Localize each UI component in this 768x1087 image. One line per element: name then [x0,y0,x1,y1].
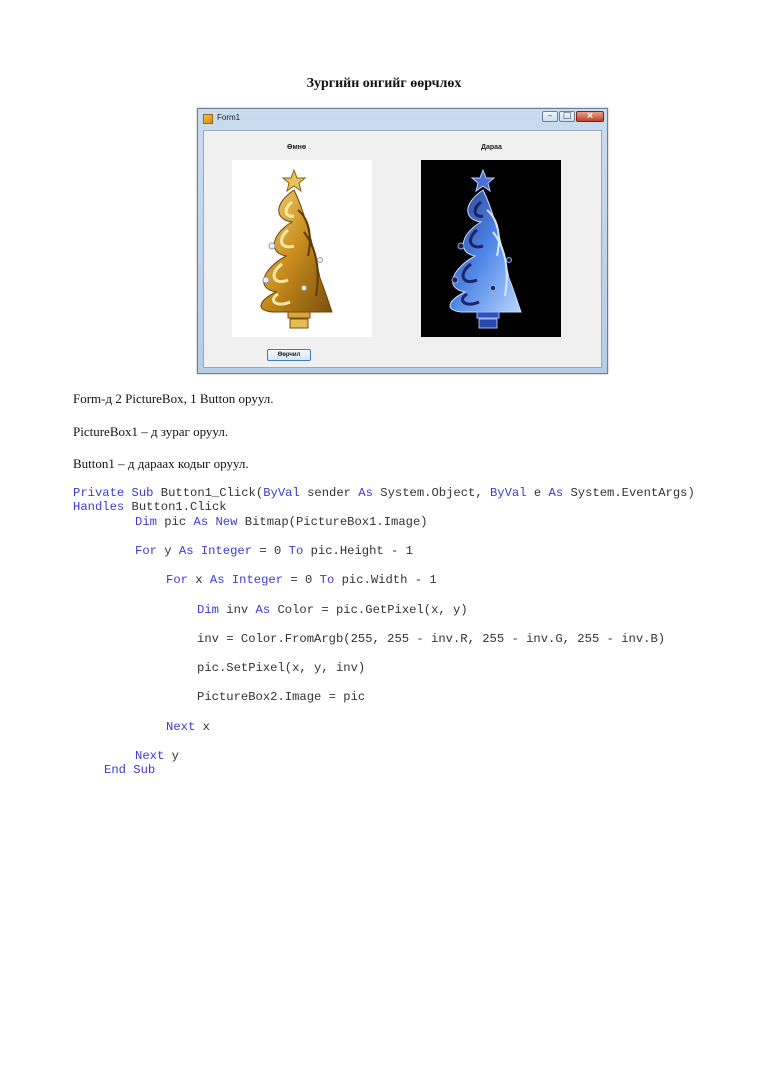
code-line-11 [135,749,179,763]
code-text: System.Object, [372,486,490,500]
code-text: Button1.Click [124,500,227,514]
code-text: = 0 [283,573,320,587]
document-title: Зургийн онгийг өөрчлөх [306,76,462,91]
code-line-8: pic.SetPixel(x, y, inv) [197,661,366,675]
code-keyword: For [135,544,157,558]
code-keyword: Integer [224,573,284,587]
code-text: x [195,720,210,734]
code-keyword: To [288,544,304,558]
code-keyword: Sub [131,486,154,500]
code-text: sender [299,486,359,500]
code-line-6 [197,603,468,617]
inverted-tree-image [421,160,561,337]
code-keyword: To [319,573,335,587]
app-icon [203,114,213,124]
code-keyword: As [209,573,225,587]
code-keyword: ByVal [489,486,527,500]
code-keyword: As [548,486,564,500]
close-icon[interactable]: × [576,111,604,122]
gold-tree-image [232,160,372,337]
code-line-1 [73,486,695,500]
picturebox-after [421,160,561,337]
code-text: x [187,573,210,587]
code-line-3 [135,515,428,529]
code-text: e [526,486,549,500]
code-text: y [156,544,179,558]
instruction-line-2: PictureBox1 – д зураг оруул. [73,424,229,439]
code-text: = 0 [252,544,289,558]
code-text: Color = pic.GetPixel(x, y) [270,603,468,617]
code-text: pic.Width - 1 [334,573,437,587]
code-text: y [164,749,179,763]
instruction-line-3: Button1 – д дараах кодыг оруул. [73,456,249,471]
form-client-area [203,130,602,368]
code-keyword: For [166,573,188,587]
code-keyword: As [255,603,271,617]
code-line-12 [104,763,155,777]
code-line-7: inv = Color.FromArgb(255, 255 - inv.R, 255 - inv.G, 255 - inv.B) [197,632,666,646]
code-keyword: End [104,763,126,777]
code-keyword: As [178,544,194,558]
instruction-line-1: Form-д 2 PictureBox, 1 Button оруул. [73,391,274,406]
code-keyword: Integer [193,544,253,558]
maximize-icon[interactable]: □ [559,111,575,122]
code-line-4 [135,544,413,558]
code-keyword: New [208,515,238,529]
code-keyword: Handles [73,500,125,514]
code-keyword: Private [73,486,125,500]
code-line-2 [73,500,227,514]
label-after: Дараа [481,144,502,151]
code-line-9: PictureBox2.Image = pic [197,690,366,704]
code-keyword: Next [166,720,196,734]
code-keyword: Dim [197,603,219,617]
code-text: Button1_Click( [153,486,264,500]
code-keyword: As [193,515,209,529]
code-text: System.EventArgs) [563,486,695,500]
code-text: Bitmap(PictureBox1.Image) [237,515,428,529]
code-keyword: Dim [135,515,157,529]
window-titlebar [198,109,607,129]
code-text: inv [218,603,256,617]
window-title: Form1 [217,113,241,122]
change-button[interactable]: Өөрчил [267,349,311,361]
form-window-screenshot [197,108,608,374]
code-line-5 [166,573,437,587]
label-before: Өмнө [287,144,307,151]
code-keyword: Next [135,749,165,763]
code-keyword: ByVal [263,486,300,500]
minimize-icon[interactable]: – [542,111,558,122]
code-line-10 [166,720,210,734]
code-text: pic [156,515,194,529]
code-text: pic.Height - 1 [303,544,413,558]
code-keyword: As [358,486,373,500]
window-controls [541,111,604,123]
picturebox-before [232,160,372,337]
code-keyword: Sub [125,763,156,777]
